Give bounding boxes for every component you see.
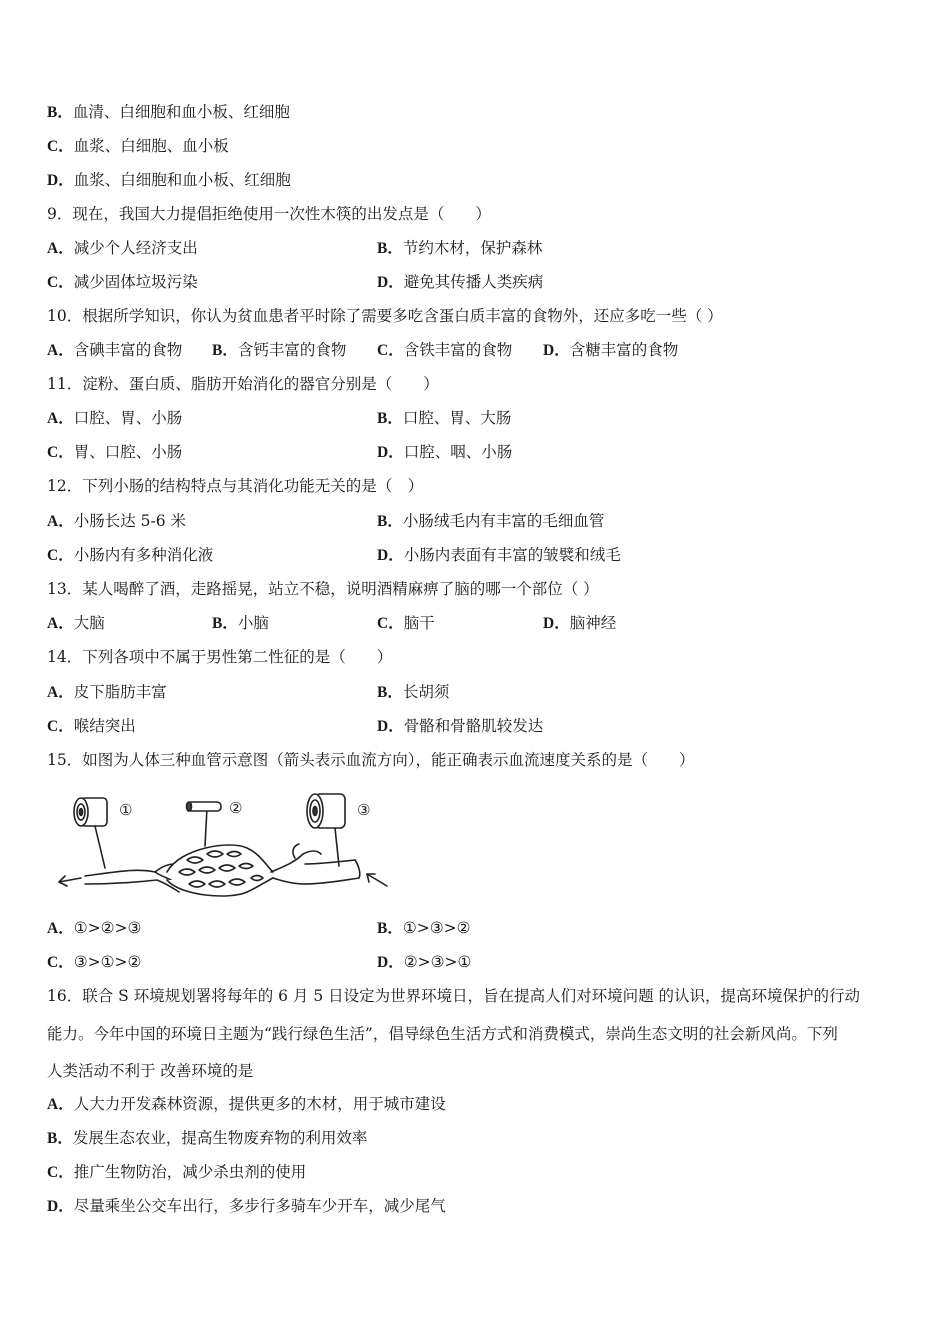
label-3: ③: [357, 801, 371, 819]
q14-option-d: D．骨骼和骨骼肌较发达: [377, 717, 544, 735]
q15-option-c: C．③>①>②: [47, 953, 142, 971]
q14-option-c: C．喉结突出: [47, 717, 136, 735]
q9-option-c: C．减少固体垃圾污染: [47, 273, 198, 291]
q12-option-a: A．小肠长达 5-6 米: [47, 512, 187, 530]
q12-option-b: B．小肠绒毛内有丰富的毛细血管: [377, 512, 605, 530]
q11-option-c: C．胃、口腔、小肠: [47, 443, 183, 461]
q10-stem: 10．根据所学知识，你认为贫血患者平时除了需要多吃含蛋白质丰富的食物外，还应多吃一些（ ）: [47, 307, 723, 325]
q15-option-d: D．②>③>①: [377, 953, 472, 971]
q10-option-b: B．含钙丰富的食物: [212, 341, 347, 359]
q9-option-a: A．减少个人经济支出: [47, 239, 198, 257]
q16-option-d: D．尽量乘坐公交车出行，多步行多骑车少开车，减少尾气: [47, 1197, 446, 1215]
q16-option-c: C．推广生物防治，减少杀虫剂的使用: [47, 1163, 307, 1181]
q16-option-b: B．发展生态农业，提高生物废弃物的利用效率: [47, 1129, 368, 1147]
q9-stem: 9．现在，我国大力提倡拒绝使用一次性木筷的出发点是（ ）: [47, 205, 491, 223]
q14-stem: 14．下列各项中不属于男性第二性征的是（ ）: [47, 648, 393, 666]
q11-option-a: A．口腔、胃、小肠: [47, 409, 183, 427]
q14-option-b: B．长胡须: [377, 683, 450, 701]
q10-option-c: C．含铁丰富的食物: [377, 341, 513, 359]
q12-option-d: D．小肠内表面有丰富的皱襞和绒毛: [377, 546, 621, 564]
vein-cross-section: [307, 794, 345, 828]
capillary-segment: [187, 802, 222, 811]
label-1: ①: [119, 801, 133, 819]
q16-stem-line-3: 人类活动不利于 改善环境的是: [47, 1062, 254, 1080]
q14-option-a: A．皮下脂肪丰富: [47, 683, 167, 701]
q12-stem: 12．下列小肠的结构特点与其消化功能无关的是（ ）: [47, 477, 424, 495]
q8-option-c: C．血浆、白细胞、血小板: [47, 137, 229, 155]
q11-stem: 11．淀粉、蛋白质、脂肪开始消化的器官分别是（ ）: [47, 375, 439, 393]
q13-option-d: D．脑神经: [543, 614, 617, 632]
q15-stem: 15．如图为人体三种血管示意图（箭头表示血流方向），能正确表示血流速度关系的是（ ）: [47, 751, 695, 769]
q13-option-b: B．小脑: [212, 614, 269, 632]
q10-option-a: A．含碘丰富的食物: [47, 341, 183, 359]
q13-option-c: C．脑干: [377, 614, 435, 632]
q15-option-a: A．①>②>③: [47, 919, 142, 937]
q8-option-b: B．血清、白细胞和血小板、红细胞: [47, 103, 290, 121]
q13-stem: 13．某人喝醉了酒，走路摇晃，站立不稳，说明酒精麻痹了脑的哪一个部位（ ）: [47, 580, 599, 598]
q16-stem-line-2: 能力。今年中国的环境日主题为“践行绿色生活”，倡导绿色生活方式和消费模式，崇尚生态文明的社会新风尚。下列: [47, 1025, 838, 1043]
q11-option-d: D．口腔、咽、小肠: [377, 443, 513, 461]
q9-option-d: D．避免其传播人类疾病: [377, 273, 544, 291]
q9-option-b: B．节约木材，保护森林: [377, 239, 543, 257]
blood-vessel-diagram: [55, 788, 395, 900]
q16-stem-line-1: 16．联合 S 环境规划署将每年的 6 月 5 日设定为世界环境日，旨在提高人们对环境问题 的认识，提高环境保护的行动: [47, 987, 861, 1005]
label-2: ②: [229, 799, 243, 817]
q10-option-d: D．含糖丰富的食物: [543, 341, 679, 359]
q13-option-a: A．大脑: [47, 614, 105, 632]
q11-option-b: B．口腔、胃、大肠: [377, 409, 512, 427]
artery-cross-section: [74, 798, 107, 826]
q16-option-a: A．人大力开发森林资源，提供更多的木材，用于城市建设: [47, 1095, 446, 1113]
q15-option-b: B．①>③>②: [377, 919, 471, 937]
q8-option-d: D．血浆、白细胞和血小板、红细胞: [47, 171, 291, 189]
q12-option-c: C．小肠内有多种消化液: [47, 546, 214, 564]
